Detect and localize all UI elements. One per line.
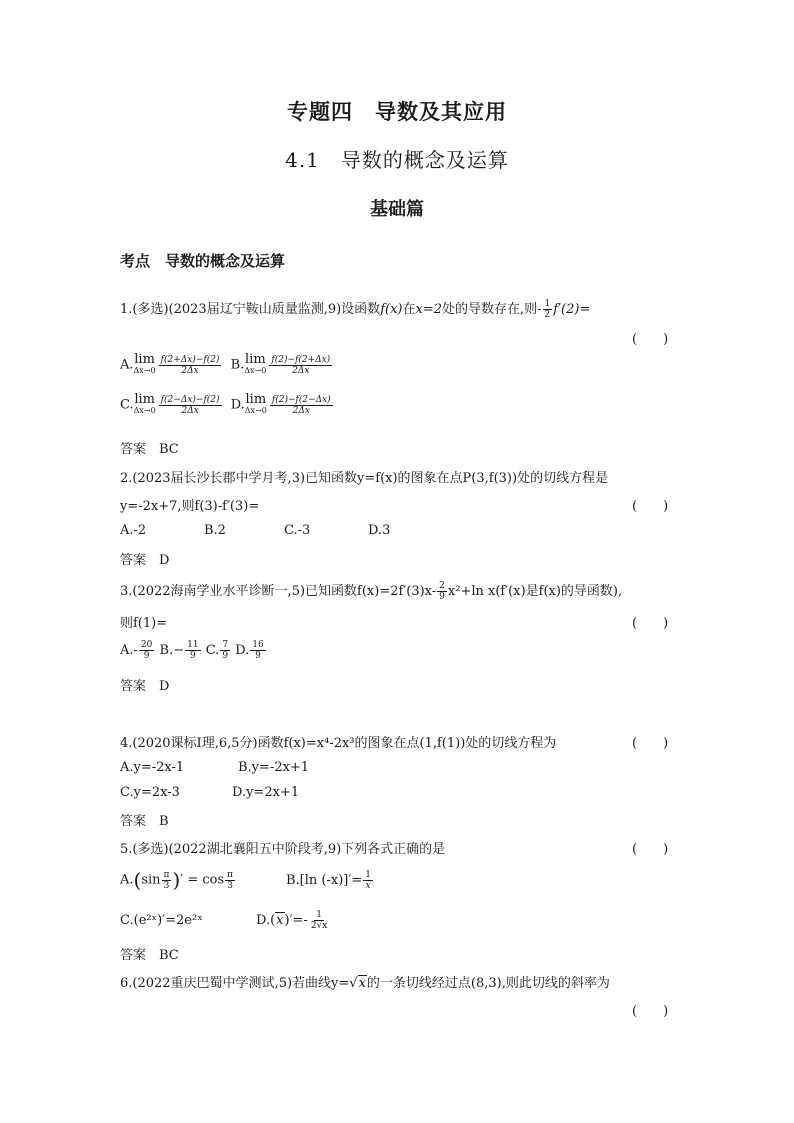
question-2-stem-cont: y=-2x+7,则f(3)-f′(3)= — [120, 499, 260, 514]
question-1-options-cd — [120, 394, 334, 416]
section-heading: 考点 导数的概念及运算 — [120, 252, 286, 270]
option-a: A.(sin $\frac{\pi}{3}$ )′ = cos $\frac{\pi}{3}$ — [120, 868, 234, 892]
question-5-options-ab — [120, 868, 374, 892]
option-a: A. lim Δx→0 $\frac{f(2+\Delta x)-f(2)}{2\Delta x}$ — [120, 352, 220, 376]
option-c: C.-3 — [284, 523, 311, 538]
question-2-blank: ( ) — [632, 499, 669, 514]
question-5-options-cd — [120, 910, 330, 931]
question-6-blank: ( ) — [632, 1004, 669, 1019]
option-b: B.2 — [204, 523, 226, 538]
option-a: A.y=-2x-1 — [120, 760, 185, 775]
option-d: D.3 — [368, 523, 391, 538]
question-4-options-cd — [120, 785, 299, 800]
option-c: C. $\frac{7}{9}$ — [205, 640, 229, 661]
option-d: D.(x)′=- $\frac{1}{2√x}$ — [256, 910, 328, 931]
question-3-stem-cont: 则f(1)= — [120, 616, 168, 631]
question-5-stem: 5.(多选)(2022湖北襄阳五中阶段考,9)下列各式正确的是 — [120, 842, 446, 857]
question-6-stem: 6.(2022重庆巴蜀中学测试,5)若曲线y=√x的一条切线经过点(8,3),则此切线的斜率为 — [120, 976, 610, 991]
question-1-blank: ( ) — [632, 332, 669, 347]
question-1-options-ab — [120, 354, 333, 376]
level-title: 基础篇 — [370, 199, 424, 220]
option-d: D. lim Δx→0 $\frac{f(2)-f(2-\Delta x)}{2\Delta x}$ — [230, 392, 331, 416]
question-4-options-ab — [120, 760, 309, 775]
question-2-stem: 2.(2023届长沙长郡中学月考,3)已知函数y=f(x)的图象在点P(3,f(3))处的切线方程是 — [120, 471, 609, 486]
option-c: C. lim Δx→0 $\frac{f(2-\Delta x)-f(2)}{2\Delta x}$ — [120, 392, 220, 416]
question-2-options — [120, 523, 390, 538]
question-3-stem: 3.(2022海南学业水平诊断一,5)已知函数f(x)=2f′(3)x- $\frac{2}{9}$ x²+ln x(f′(x)是f(x)的导函数), — [120, 581, 623, 602]
question-4-answer: 答案 B — [120, 814, 169, 829]
option-a: A.-2 — [120, 523, 147, 538]
question-5-blank: ( ) — [632, 842, 669, 857]
question-1-answer: 答案 BC — [120, 442, 179, 457]
question-3-blank: ( ) — [632, 616, 669, 631]
question-5-answer: 答案 BC — [120, 948, 179, 963]
question-2-answer: 答案 D — [120, 553, 170, 568]
option-b: B. lim Δx→0 $\frac{f(2)-f(2+\Delta x)}{2\Delta x}$ — [230, 352, 331, 376]
question-3-options — [120, 640, 267, 661]
question-4-blank: ( ) — [632, 736, 669, 751]
option-d: D.y=2x+1 — [232, 785, 300, 800]
option-d: D. $\frac{16}{9}$ — [235, 640, 264, 661]
option-b: B.y=-2x+1 — [238, 760, 310, 775]
chapter-title: 专题四 导数及其应用 — [287, 99, 507, 124]
question-1-stem: 1.(多选)(2023届辽宁鞍山质量监测,9)设函数f(x)在x=2处的导数存在,则- $\frac{1}{2}$ f′(2)= — [120, 299, 591, 320]
option-b: B.− $\frac{11}{9}$ — [159, 640, 199, 661]
question-3-answer: 答案 D — [120, 679, 170, 694]
option-b: B.[ln (-x)]′= $\frac{1}{x}$ — [286, 869, 371, 891]
option-c: C.y=2x-3 — [120, 785, 180, 800]
question-4-stem: 4.(2020课标Ⅰ理,6,5分)函数f(x)=x⁴-2x³的图象在点(1,f(1))处的切线方程为 — [120, 736, 557, 751]
lesson-title: 4.1 导数的概念及运算 — [285, 148, 509, 172]
option-c: C.(e²ˣ)′=2e²ˣ — [120, 913, 203, 928]
option-a: A.- $\frac{20}{9}$ — [120, 640, 153, 661]
